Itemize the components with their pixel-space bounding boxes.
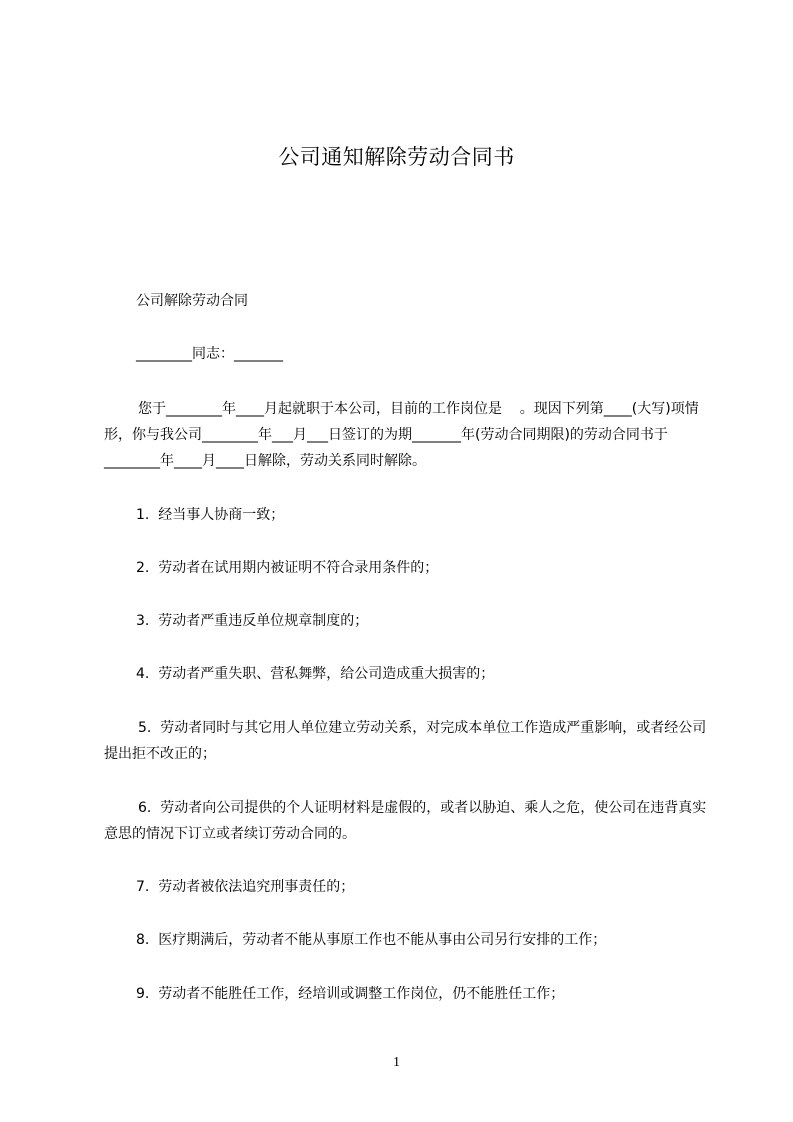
list-item: 4. 劳动者严重失职、营私舞弊，给公司造成重大损害的； <box>136 666 495 682</box>
document-title: 公司通知解除劳动合同书 <box>278 145 515 169</box>
list-item: 9. 劳动者不能胜任工作，经培训或调整工作岗位，仍不能胜任工作； <box>136 986 565 1002</box>
list-item: 3. 劳动者严重违反单位规章制度的； <box>136 613 369 629</box>
list-item: 7. 劳动者被依法追究刑事责任的； <box>136 879 355 895</box>
notice-body-paragraph: 您于________年____月起就职于本公司，目前的工作岗位是 。现因下列第____(大写)项情形，你与我公司________年___月___日签订的为期_______年(劳动合同期限)的劳动合同书于________年____月____日解除，劳动关系同时解除。 <box>104 401 699 469</box>
list-item: 1. 经当事人协商一致； <box>136 507 285 523</box>
list-item: 6. 劳动者向公司提供的个人证明材料是虚假的，或者以胁迫、乘人之危，使公司在违背真实意思的情况下订立或者续订劳动合同的。 <box>104 800 707 842</box>
page-number: 1 <box>393 1055 400 1070</box>
salutation-line: ________同志：_______ <box>136 346 283 362</box>
list-item: 2. 劳动者在试用期内被证明不符合录用条件的； <box>136 560 439 576</box>
list-item: 8. 医疗期满后，劳动者不能从事原工作也不能从事由公司另行安排的工作； <box>136 932 607 948</box>
document-subtitle: 公司解除劳动合同 <box>136 293 248 309</box>
list-item: 5. 劳动者同时与其它用人单位建立劳动关系，对完成本单位工作造成严重影响，或者经公司提出拒不改正的； <box>104 720 707 762</box>
